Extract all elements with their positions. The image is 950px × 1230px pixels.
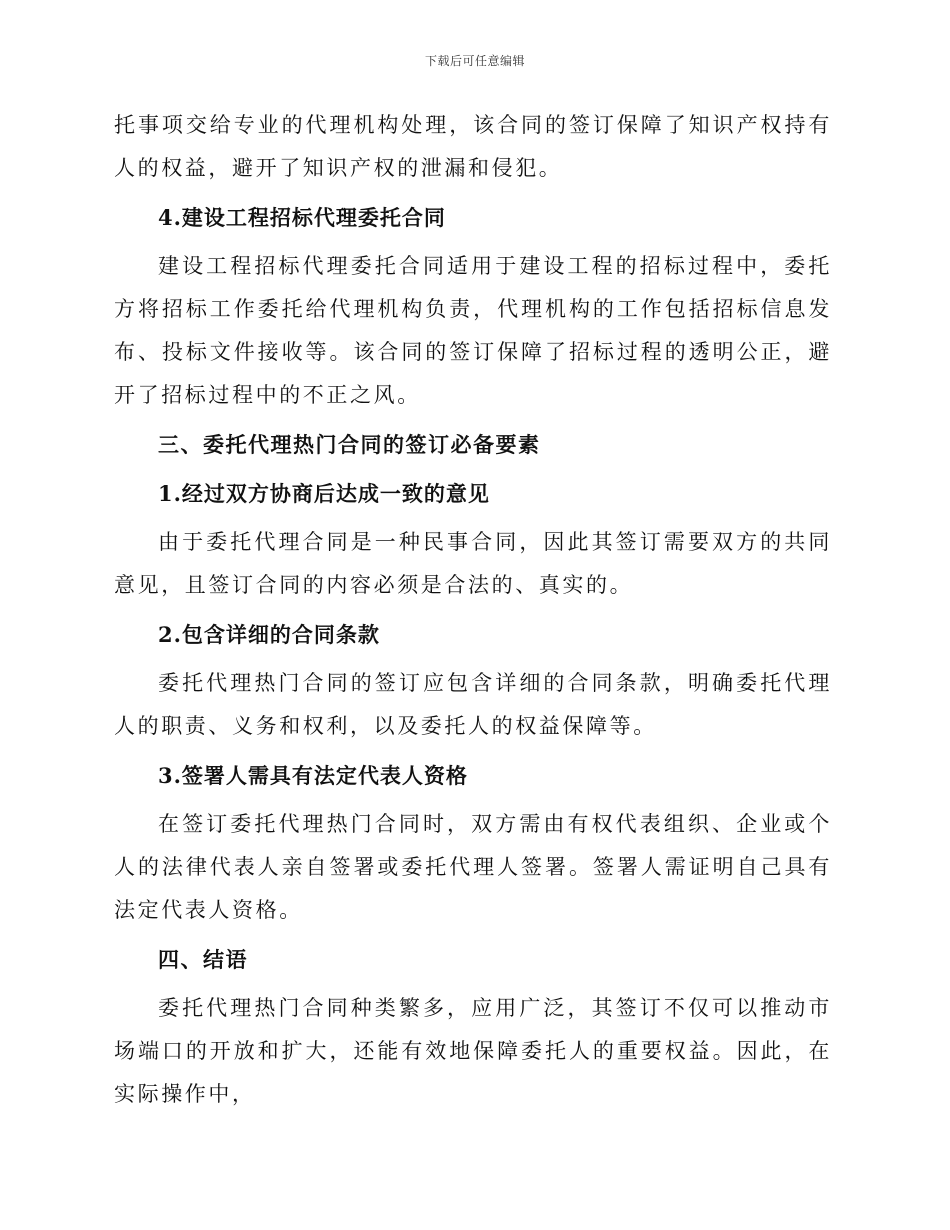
subheading-1: 1.经过双方协商后达成一致的意见 bbox=[158, 481, 490, 506]
subheading-4: 4.建设工程招标代理委托合同 bbox=[158, 205, 446, 230]
subheading-2: 2.包含详细的合同条款 bbox=[158, 622, 380, 647]
paragraph-detailed-terms: 委托代理热门合同的签订应包含详细的合同条款，明确委托代理人的职责、义务和权利，以及委托人的权益保障等。 bbox=[114, 671, 832, 738]
section-heading-3: 三、委托代理热门合同的签订必备要素 bbox=[158, 432, 541, 457]
page-header-note: 下载后可任意编辑 bbox=[424, 54, 525, 68]
paragraph-mutual-agreement: 由于委托代理合同是一种民事合同，因此其签订需要双方的共同意见，且签订合同的内容必须是合法的、真实的。 bbox=[114, 530, 832, 597]
section-heading-4: 四、结语 bbox=[158, 947, 248, 972]
paragraph-signatory: 在签订委托代理热门合同时，双方需由有权代表组织、企业或个人的法律代表人亲自签署或委托代理人签署。签署人需证明自己具有法定代表人资格。 bbox=[114, 812, 832, 922]
document-body bbox=[114, 104, 832, 1122]
subheading-3: 3.签署人需具有法定代表人资格 bbox=[158, 763, 468, 788]
paragraph-continuation: 托事项交给专业的代理机构处理，该合同的签订保障了知识产权持有人的权益，避开了知识产权的泄漏和侵犯。 bbox=[114, 113, 832, 180]
paragraph-bidding-contract: 建设工程招标代理委托合同适用于建设工程的招标过程中，委托方将招标工作委托给代理机构负责，代理机构的工作包括招标信息发布、投标文件接收等。该合同的签订保障了招标过程的透明公正，避开了招标过程中的不正之风。 bbox=[114, 254, 832, 407]
paragraph-conclusion: 委托代理热门合同种类繁多，应用广泛，其签订不仅可以推动市场端口的开放和扩大，还能有效地保障委托人的重要权益。因此，在实际操作中， bbox=[114, 996, 832, 1106]
